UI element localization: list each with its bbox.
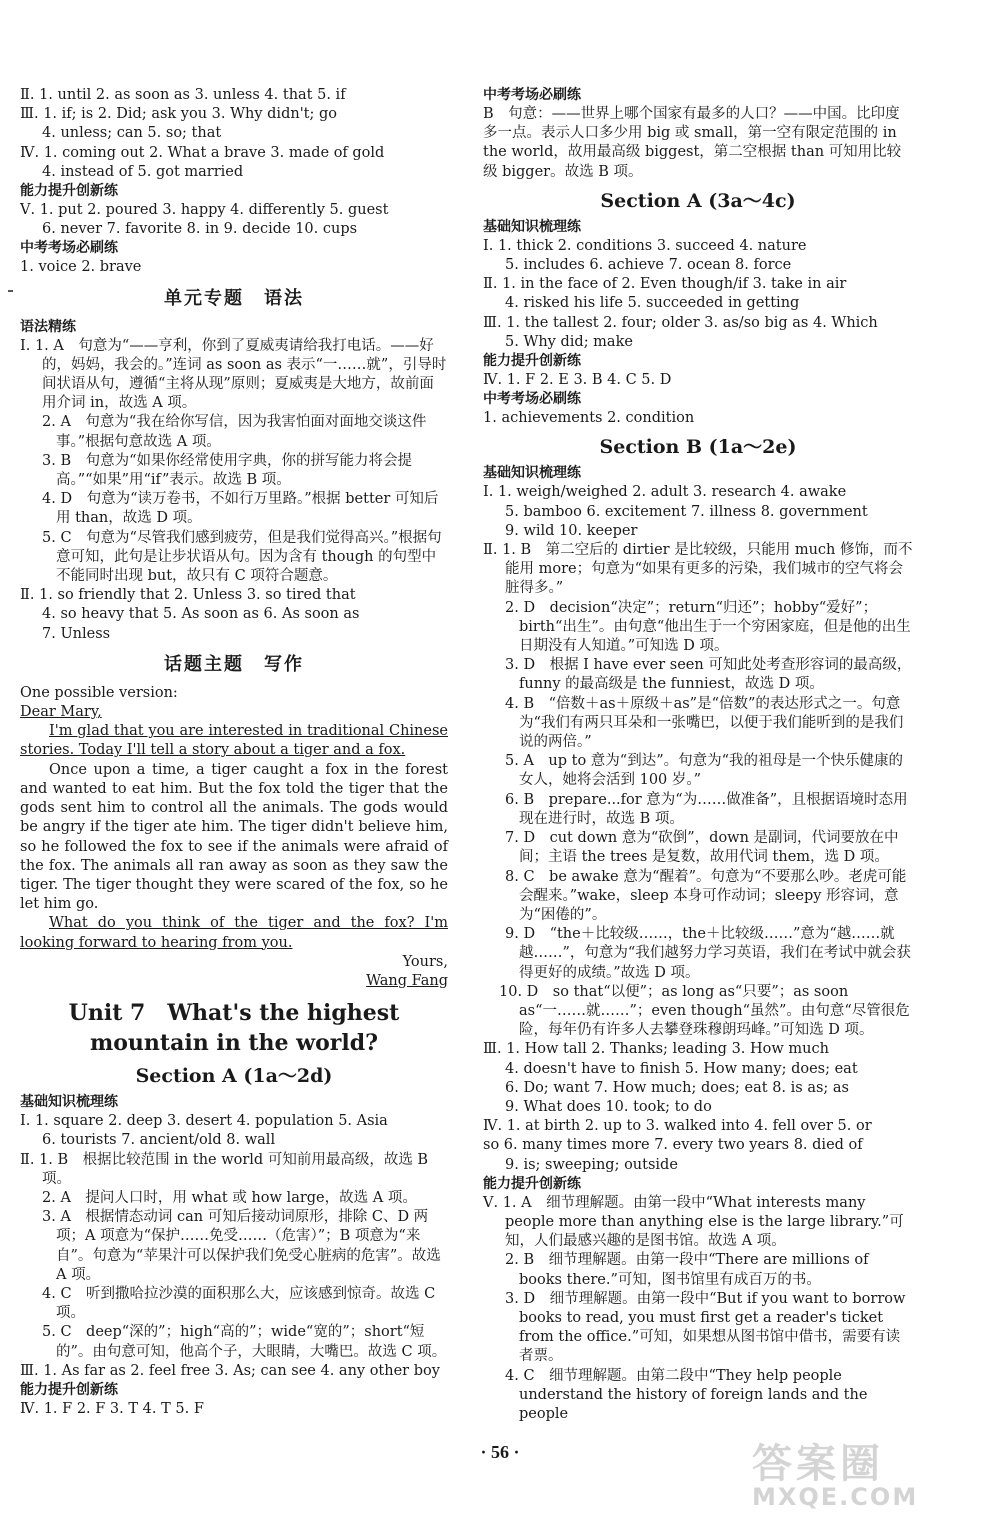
answer-line: 5. includes 6. achieve 7. ocean 8. force bbox=[505, 257, 792, 274]
answer-line: Ⅲ. 1. if; is 2. Did; ask you 3. Why didn't; go bbox=[20, 106, 338, 123]
unit-title-line1: Unit 7 What's the highest bbox=[68, 1000, 400, 1027]
section-title-b: Section B (1a～2e) bbox=[599, 436, 797, 459]
answer-line: Ⅳ. 1. F 2. F 3. T 4. T 5. F bbox=[20, 1400, 204, 1417]
answer-line: 6. tourists 7. ancient/old 8. wall bbox=[42, 1132, 276, 1149]
explanation-item: Ⅱ. 1. B 根据比较范围 in the world 可知前用最高级，故选 B 项。 bbox=[20, 1151, 429, 1187]
page-number: · 56 · bbox=[480, 1442, 520, 1462]
answer-line: Ⅳ. 1. F 2. E 3. B 4. C 5. D bbox=[483, 372, 672, 389]
explanation-item: Ⅱ. 1. B 第二空后的 dirtier 是比较级，只能用 much 修饰，而不能用 more；句意为“如果有更多的污染，我们城市的空气将会脏得多。” bbox=[483, 542, 913, 597]
answer-line: 4. doesn't have to finish 5. How many; does; eat bbox=[505, 1060, 858, 1077]
answer-line: 9. wild 10. keeper bbox=[505, 522, 638, 539]
answer-line: 4. instead of 5. got married bbox=[42, 163, 244, 180]
grammar-item: 5. C 句意为“尽管我们感到疲劳，但是我们觉得高兴。”根据句意可知，此句是让步状语从句。因为含有 though 的句型中不能同时出现 but，故只有 C 项符合题意。 bbox=[42, 529, 442, 585]
grammar-item: Ⅰ. 1. A 句意为“——亨利，你到了夏威夷请给我打电话。——好的，妈妈，我会的。”连词 as soon as 表示“一……就”，引导时间状语从句，遵循“主将从现”原则；夏威夷是大地方，故前面用介词 in，故选 A 项。 bbox=[20, 337, 447, 412]
answer-line: 1. achievements 2. condition bbox=[483, 410, 695, 427]
heading-basic: 基础知识梳理练 bbox=[483, 218, 581, 235]
answer-line: 5. bamboo 6. excitement 7. illness 8. government bbox=[505, 503, 868, 520]
essay-greeting: Dear Mary, bbox=[20, 704, 102, 721]
left-column bbox=[20, 86, 448, 1419]
answer-line: Ⅲ. 1. the tallest 2. four; older 3. as/so big as 4. Which bbox=[483, 314, 878, 331]
essay-paragraph: What do you think of the tiger and the fox? I'm looking forward to hearing from you. bbox=[20, 915, 448, 951]
heading-grammar: 语法精练 bbox=[20, 318, 76, 335]
heading-ability: 能力提升创新练 bbox=[20, 183, 118, 200]
section-title-writing: 话题主题 写作 bbox=[164, 653, 304, 675]
answer-line: Ⅳ. 1. at birth 2. up to 3. walked into 4. fell over 5. or bbox=[483, 1118, 872, 1135]
essay-paragraph: I'm glad that you are interested in traditional Chinese stories. Today I'll tell a story about a tiger and a fox. bbox=[20, 723, 448, 759]
heading-basic: 基础知识梳理练 bbox=[20, 1094, 118, 1111]
essay-paragraph: Once upon a time, a tiger caught a fox in the forest and wanted to eat him. But the fox told the tiger that the gods sent him to control all the animals. The gods would be angry if the tiger ate him. The tiger didn't believe him, so he followed the fox to see if the animals were afraid of the fox. The animals all ran away as soon as they saw the tiger. The tiger thought they were scared of the fox, so he let him go. bbox=[20, 761, 448, 913]
answer-line: 9. is; sweeping; outside bbox=[505, 1156, 678, 1173]
section-title-a: Section A (1a～2d) bbox=[135, 1065, 333, 1088]
answer-line: Ⅳ. 1. coming out 2. What a brave 3. made of gold bbox=[20, 144, 385, 161]
margin-mark bbox=[8, 290, 13, 292]
answer-line: Ⅲ. 1. How tall 2. Thanks; leading 3. How much bbox=[483, 1041, 829, 1058]
explanation-item: 7. D cut down 意为“砍倒”，down 是副词，代词要放在中间；主语 the trees 是复数，故用代词 them，选 D 项。 bbox=[505, 830, 899, 866]
explanation-item: 2. A 提问人口时，用 what 或 how large，故选 A 项。 bbox=[42, 1189, 417, 1206]
heading-ability: 能力提升创新练 bbox=[483, 353, 581, 370]
heading-exam: 中考考场必刷练 bbox=[483, 391, 581, 408]
explanation-item: 10. D so that“以便”；as long as“只要”；as soon as“一……就……”；even though“虽然”。由句意“尽管很危险，每年仍有许多人去攀登珠穆朗玛峰。”可知选 D 项。 bbox=[499, 983, 910, 1039]
right-column bbox=[483, 86, 913, 1424]
watermark-line1: 答案圈 bbox=[752, 1441, 884, 1487]
answer-line: 5. Why did; make bbox=[505, 333, 633, 350]
answer-line: 6. Do; want 7. How much; does; eat 8. is as; as bbox=[505, 1079, 849, 1096]
answer-line: Ⅰ. 1. weigh/weighed 2. adult 3. research 4. awake bbox=[483, 484, 847, 501]
heading-exam: 中考考场必刷练 bbox=[20, 240, 118, 257]
watermark-line2: MXQE.COM bbox=[752, 1483, 919, 1511]
answer-line: 7. Unless bbox=[42, 625, 111, 642]
answer-line: Ⅱ. 1. in the face of 2. Even though/if 3. take in air bbox=[483, 276, 847, 293]
watermark-logo bbox=[752, 1432, 992, 1510]
explanation-item: 3. A 根据情态动词 can 可知后接动词原形，排除 C、D 两项；A 项意为“保护……免受……（危害）”；B 项意为“来自”。句意为“苹果汁可以保护我们免受心脏病的危害”。故选 A 项。 bbox=[42, 1209, 441, 1283]
answer-line: so 6. many times more 7. every two years 8. died of bbox=[483, 1137, 863, 1154]
heading-ability: 能力提升创新练 bbox=[20, 1381, 118, 1398]
grammar-item: 4. D 句意为“读万卷书，不如行万里路。”根据 better 可知后用 than，故选 D 项。 bbox=[42, 491, 439, 527]
essay-signature: Wang Fang bbox=[366, 972, 448, 989]
answer-line: 4. so heavy that 5. As soon as 6. As soon as bbox=[42, 606, 360, 623]
heading-basic: 基础知识梳理练 bbox=[483, 465, 581, 482]
explanation-item: 2. D decision“决定”；return“归还”；hobby“爱好”；birth“出生”。由句意“他出生于一个穷困家庭，但是他的出生日期没有人知道。”可知选 D 项。 bbox=[505, 599, 911, 655]
answer-line: Ⅰ. 1. thick 2. conditions 3. succeed 4. nature bbox=[483, 237, 807, 254]
section-title-grammar: 单元专题 语法 bbox=[164, 287, 304, 309]
answer-line: Ⅴ. 1. put 2. poured 3. happy 4. differently 5. guest bbox=[20, 202, 389, 219]
answer-line: Ⅱ. 1. so friendly that 2. Unless 3. so tired that bbox=[20, 587, 356, 604]
explanation-item: 8. C be awake 意为“醒着”。句意为“不要那么吵。老虎可能会醒来。”wake，sleep 本身可作动词；sleepy 形容词，意为“困倦的”。 bbox=[505, 868, 907, 923]
essay-closing: Yours, bbox=[402, 953, 448, 970]
grammar-item: 2. A 句意为“我在给你写信，因为我害怕面对面地交谈这件事。”根据句意故选 A 项。 bbox=[42, 414, 427, 450]
answer-line: Ⅱ. 1. until 2. as soon as 3. unless 4. that 5. if bbox=[20, 87, 346, 103]
answer-line: 4. unless; can 5. so; that bbox=[42, 125, 222, 142]
explanation-item: 5. C deep“深的”；high“高的”；wide“宽的”；short“短的”。由句意可知，他高个子，大眼睛，大嘴巴。故选 C 项。 bbox=[42, 1324, 447, 1360]
explanation-item: 3. D 细节理解题。由第一段中“But if you want to borrow books to read, you must first get a reader's ticket from the office.”可知，如果想从图书馆中借书，需要有读者票。 bbox=[505, 1290, 906, 1365]
explanation-item: B 句意：——世界上哪个国家有最多的人口？——中国。比印度多一点。表示人口多少用 big 或 small，第一空有限定范围的 in the world，故用最高级 biggest，第二空根据 than 可知用比较级 bigger。故选 B 项。 bbox=[483, 106, 902, 180]
explanation-item: 4. C 细节理解题。由第二段中“They help people understand the history of foreign lands and the people bbox=[505, 1367, 868, 1422]
answer-line: 1. voice 2. brave bbox=[20, 259, 142, 276]
explanation-item: Ⅴ. 1. A 细节理解题。由第一段中“What interests many people more than anything else is the large library.”可知，人们最感兴趣的是图书馆。故选 A 项。 bbox=[483, 1194, 904, 1250]
answer-line: Ⅲ. 1. As far as 2. feel free 3. As; can see 4. any other boy bbox=[20, 1362, 440, 1379]
explanation-item: 4. B “倍数＋as＋原级＋as”是“倍数”的表达形式之一。句意为“我们有两只耳朵和一张嘴巴，以便于我们能听到的是我们说的两倍。” bbox=[505, 695, 904, 751]
explanation-item: 9. D “the＋比较级……，the＋比较级……”意为“越……就越……”，句意为“我们越努力学习英语，我们在考试中就会获得更好的成绩。”故选 D 项。 bbox=[505, 926, 911, 981]
essay-version: One possible version: bbox=[20, 684, 178, 701]
heading-exam: 中考考场必刷练 bbox=[483, 87, 581, 103]
explanation-item: 3. D 根据 I have ever seen 可知此处考查形容词的最高级，funny 的最高级是 the funniest，故选 D 项。 bbox=[505, 657, 912, 693]
explanation-item: 5. A up to 意为“到达”。句意为“我的祖母是一个快乐健康的女人，她将会活到 100 岁。” bbox=[505, 753, 904, 789]
explanation-item: 2. B 细节理解题。由第一段中“There are millions of books there.”可知，图书馆里有成百万的书。 bbox=[505, 1252, 869, 1288]
answer-line: Ⅰ. 1. square 2. deep 3. desert 4. population 5. Asia bbox=[20, 1113, 388, 1130]
explanation-item: 4. C 听到撒哈拉沙漠的面积那么大，应该感到惊奇。故选 C 项。 bbox=[42, 1285, 436, 1322]
grammar-item: 3. B 句意为“如果你经常使用字典，你的拼写能力将会提高。”“如果”用“if”表示。故选 B 项。 bbox=[42, 452, 413, 489]
section-title-3a: Section A (3a～4c) bbox=[600, 189, 796, 212]
unit-title-line2: mountain in the world? bbox=[89, 1030, 379, 1057]
explanation-item: 6. B prepare...for 意为“为……做准备”，且根据语境时态用现在进行时，故选 B 项。 bbox=[505, 791, 908, 827]
answer-line: 6. never 7. favorite 8. in 9. decide 10. cups bbox=[42, 221, 358, 238]
answer-line: 4. risked his life 5. succeeded in getting bbox=[505, 295, 800, 312]
answer-line: 9. What does 10. took; to do bbox=[505, 1098, 712, 1115]
heading-ability: 能力提升创新练 bbox=[483, 1175, 581, 1192]
